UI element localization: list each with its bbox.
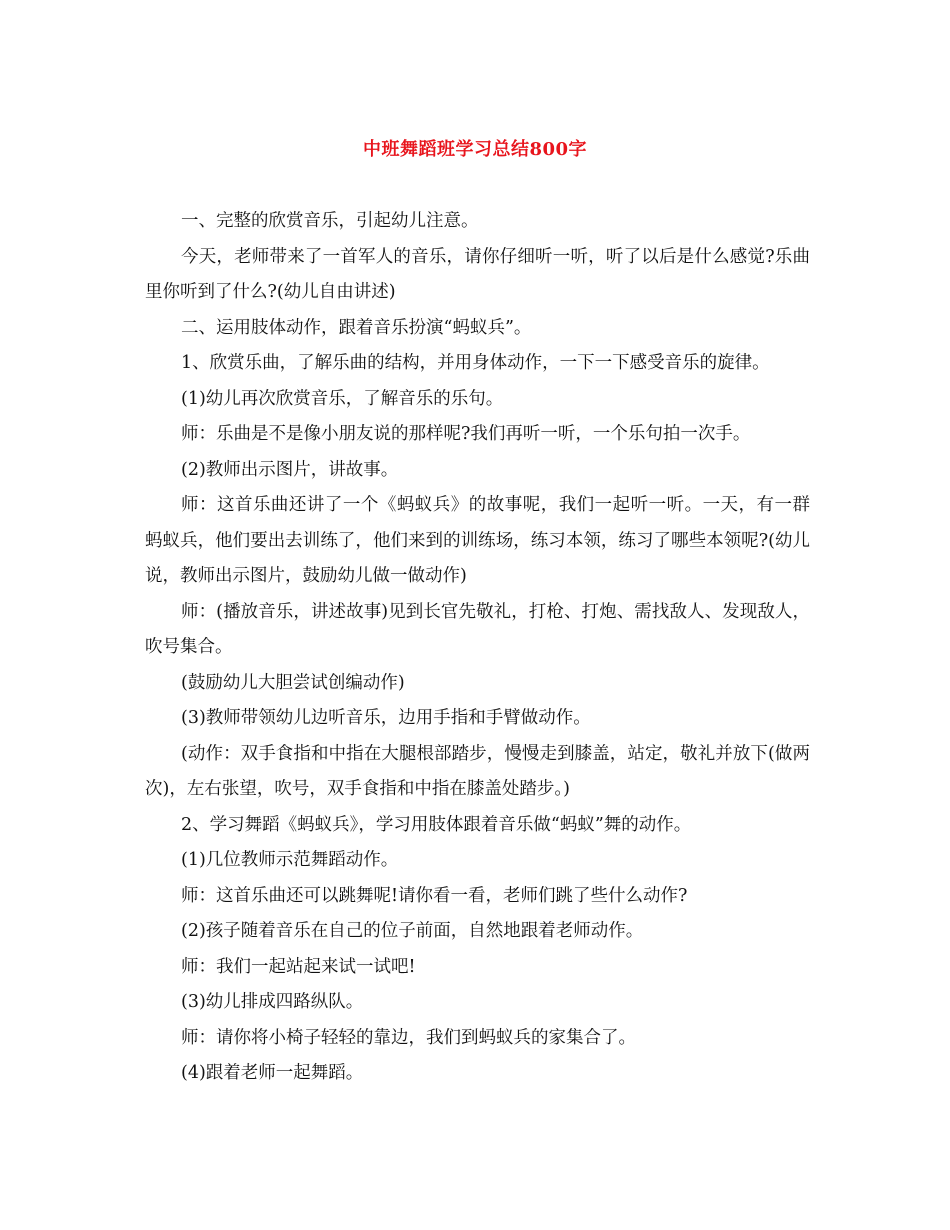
paragraph: (3)幼儿排成四路纵队。 <box>181 992 364 1012</box>
paragraph: 2、学习舞蹈《蚂蚁兵》，学习用肢体跟着音乐做“蚂蚁”舞的动作。 <box>181 814 692 835</box>
paragraph: 师：请你将小椅子轻轻的靠边，我们到蚂蚁兵的家集合了。 <box>181 1027 636 1048</box>
paragraph: (1)几位教师示范舞蹈动作。 <box>181 850 399 870</box>
paragraph: 今天，老师带来了一首军人的音乐，请你仔细听一听，听了以后是什么感觉?乐曲里你听到了什么?(幼儿自由讲述) <box>145 246 810 302</box>
paragraph: (2)教师出示图片，讲故事。 <box>181 459 399 480</box>
paragraph: (1)幼儿再次欣赏音乐，了解音乐的乐句。 <box>181 388 504 409</box>
paragraph: 1、欣赏乐曲，了解乐曲的结构，并用身体动作，一下一下感受音乐的旋律。 <box>181 353 770 373</box>
paragraph: 二、运用肢体动作，跟着音乐扮演“蚂蚁兵”。 <box>181 317 532 338</box>
paragraph: 师：(播放音乐，讲述故事)见到长官先敬礼，打枪、打炮、需找敌人、发现敌人，吹号集合。 <box>145 601 810 657</box>
paragraph: (4)跟着老师一起舞蹈。 <box>181 1063 364 1083</box>
document-body <box>145 204 810 1092</box>
paragraph: 师：乐曲是不是像小朋友说的那样呢?我们再听一听，一个乐句拍一次手。 <box>181 424 751 444</box>
paragraph: 师：我们一起站起来试一试吧! <box>181 956 416 977</box>
document-title: 中班舞蹈班学习总结800字 <box>362 139 588 160</box>
paragraph: (鼓励幼儿大胆尝试创编动作) <box>181 672 405 693</box>
paragraph: (动作：双手食指和中指在大腿根部踏步，慢慢走到膝盖，站定，敬礼并放下(做两次)，左右张望，吹号，双手食指和中指在膝盖处踏步。) <box>145 743 810 799</box>
paragraph: 一、完整的欣赏音乐，引起幼儿注意。 <box>181 211 479 231</box>
paragraph: 师：这首乐曲还可以跳舞呢!请你看一看，老师们跳了些什么动作? <box>181 885 688 906</box>
paragraph: (3)教师带领幼儿边听音乐，边用手指和手臂做动作。 <box>181 708 591 728</box>
paragraph: 师：这首乐曲还讲了一个《蚂蚁兵》的故事呢，我们一起听一听。一天，有一群蚂蚁兵，他们要出去训练了，他们来到的训练场，练习本领，练习了哪些本领呢?(幼儿说，教师出示图片，鼓励幼儿做一做动作) <box>145 495 810 586</box>
paragraph: (2)孩子随着音乐在自己的位子前面，自然地跟着老师动作。 <box>181 921 644 941</box>
